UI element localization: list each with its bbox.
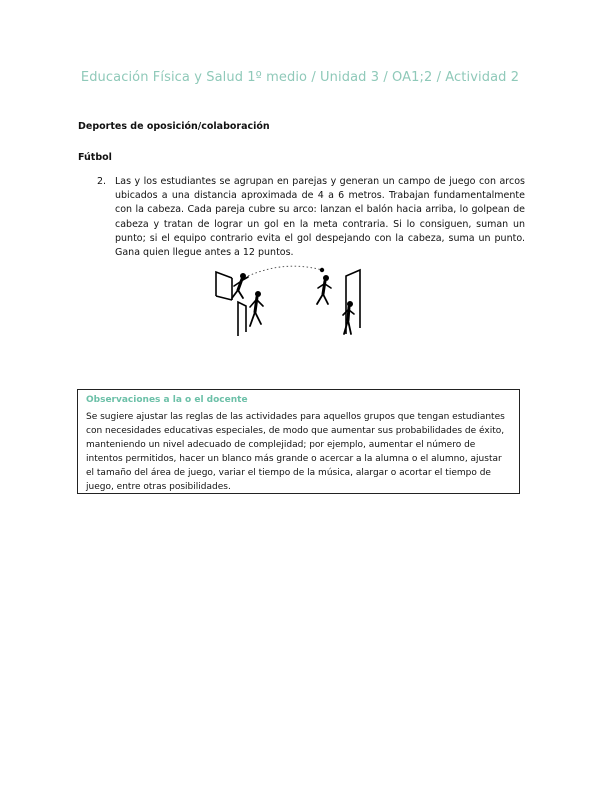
post-icon [238, 302, 246, 336]
player-icon [343, 301, 354, 334]
page-header-title: Educación Física y Salud 1º medio / Unidad 3 / OA1;2 / Actividad 2 [80, 70, 520, 85]
section-subtitle: Fútbol [78, 152, 112, 163]
observations-title: Observaciones a la o el docente [86, 395, 248, 405]
player-icon [250, 291, 263, 326]
soccer-heading-illustration [210, 262, 370, 342]
ball-icon [320, 268, 324, 272]
ball-trajectory [248, 266, 322, 276]
section-title: Deportes de oposición/colaboración [78, 121, 270, 132]
player-icon [317, 275, 331, 304]
activity-item [97, 175, 525, 260]
observations-text: Se sugiere ajustar las reglas de las actividades para aquellos grupos que tengan estudiantes con necesidades educativas especiales, de modo que aumentar sus probabilidades de éxito, manteniendo un nivel adecuado de complejidad; por ejemplo, aumentar el número de intentos permitidos, hacer un blanco más grande o acercar a la alumna o el alumno, ajustar el tamaño del área de juego, variar el tiempo de la música, alargar o acortar el tiempo de juego, entre otras posibilidades. [86, 412, 505, 493]
activity-text: Las y los estudiantes se agrupan en parejas y generan un campo de juego con arcos ubicados a una distancia aproximada de 4 a 6 metros. Trabajan fundamentalmente con la cabeza. Cada pareja cubre su arco: lanzan el balón hacia arriba, lo golpean de cabeza y tratan de lograr un gol en la meta contraria. Si lo consiguen, suman un punto; si el equipo contrario evita el gol despejando con la cabeza, suma un punto. Gana quien llegue antes a 12 puntos. [115, 176, 525, 259]
activity-number: 2. [97, 176, 107, 187]
left-goal-icon [216, 272, 232, 300]
observations-box [77, 389, 520, 494]
player-icon [232, 273, 248, 298]
illustration-svg [210, 262, 370, 342]
